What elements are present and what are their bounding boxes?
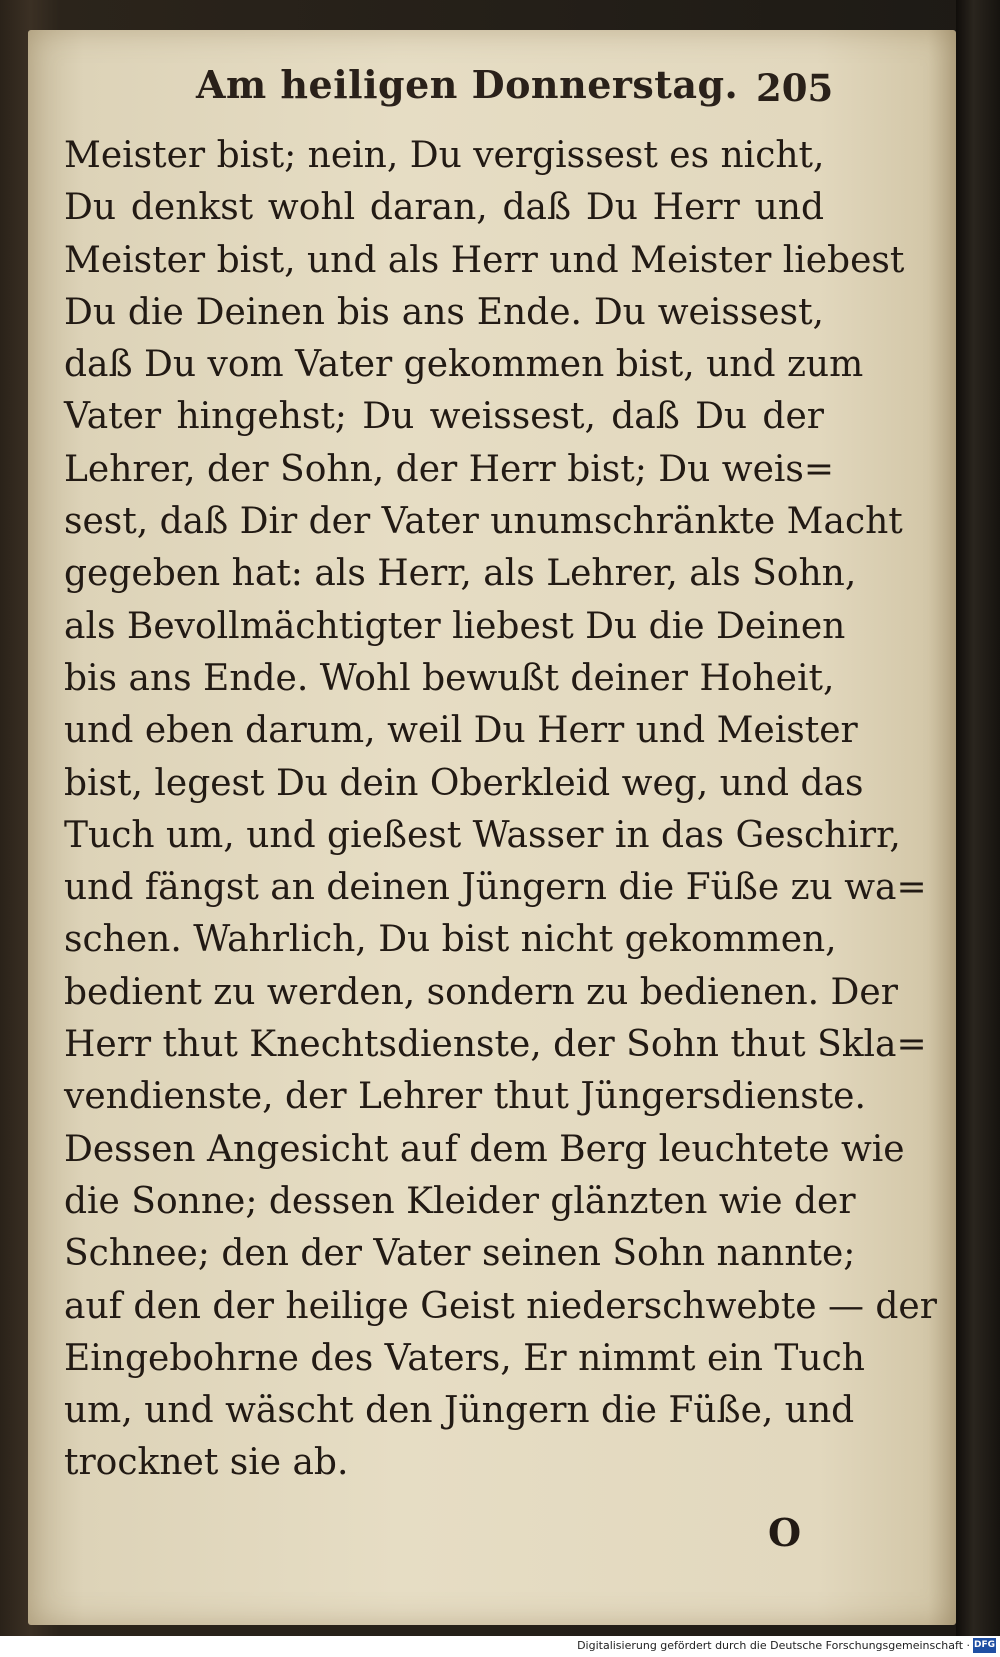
text-line: Du denkst wohl daran, daß Du Herr und xyxy=(64,187,824,229)
text-line: sest, daß Dir der Vater unumschränkte Macht xyxy=(64,501,903,543)
text-line: Vater hingehst; Du weissest, daß Du der xyxy=(64,396,824,438)
funding-credit: Digitalisierung gefördert durch die Deutsche Forschungsgemeinschaft · xyxy=(577,1639,970,1652)
text-line: Dessen Angesicht auf dem Berg leuchtete wie xyxy=(64,1128,905,1170)
text-line: gegeben hat: als Herr, als Lehrer, als Sohn, xyxy=(64,553,857,595)
text-line: Meister bist, und als Herr und Meister liebest xyxy=(64,239,905,281)
text-line: bist, legest Du dein Oberkleid weg, und das xyxy=(64,762,864,804)
text-line: Schnee; den der Vater seinen Sohn nannte; xyxy=(64,1233,856,1275)
text-line: bis ans Ende. Wohl bewußt deiner Hoheit, xyxy=(64,657,835,699)
text-line: Tuch um, und gießest Wasser in das Geschirr, xyxy=(64,814,901,856)
text-line: Meister bist; nein, Du vergissest es nicht, xyxy=(64,135,825,176)
page-number: 205 xyxy=(756,66,834,110)
footer-bar xyxy=(0,1636,1000,1657)
text-line: auf den der heilige Geist niederschwebte — der xyxy=(64,1285,937,1327)
text-line: schen. Wahrlich, Du bist nicht gekommen, xyxy=(64,919,837,961)
text-line: und fängst an deinen Jüngern die Füße zu wa= xyxy=(64,867,927,909)
text-line: Lehrer, der Sohn, der Herr bist; Du weis= xyxy=(64,448,835,490)
text-line: um, und wäscht den Jüngern die Füße, und xyxy=(64,1390,855,1432)
dfg-logo: DFG xyxy=(973,1638,996,1653)
text-line: Du die Deinen bis ans Ende. Du weissest, xyxy=(64,291,824,333)
catchword: O xyxy=(768,1510,802,1555)
text-line: bedient zu werden, sondern zu bedienen. Der xyxy=(64,971,898,1013)
text-line: als Bevollmächtigter liebest Du die Deinen xyxy=(64,605,846,647)
text-line: und eben darum, weil Du Herr und Meister xyxy=(64,710,858,752)
text-line: vendienste, der Lehrer thut Jüngersdienste. xyxy=(64,1076,866,1118)
text-line: Herr thut Knechtsdienste, der Sohn thut Skla= xyxy=(64,1024,927,1066)
text-line: daß Du vom Vater gekommen bist, und zum xyxy=(64,344,864,386)
text-line: die Sonne; dessen Kleider glänzten wie der xyxy=(64,1180,856,1222)
body-text xyxy=(64,130,937,1490)
running-head xyxy=(0,52,1000,112)
text-line-last: trocknet sie ab. xyxy=(64,1442,349,1484)
book-edge xyxy=(956,0,1000,1657)
text-line: Eingebohrne des Vaters, Er nimmt ein Tuch xyxy=(64,1337,865,1379)
running-head-title: Am heiligen Donnerstag. xyxy=(196,62,739,107)
